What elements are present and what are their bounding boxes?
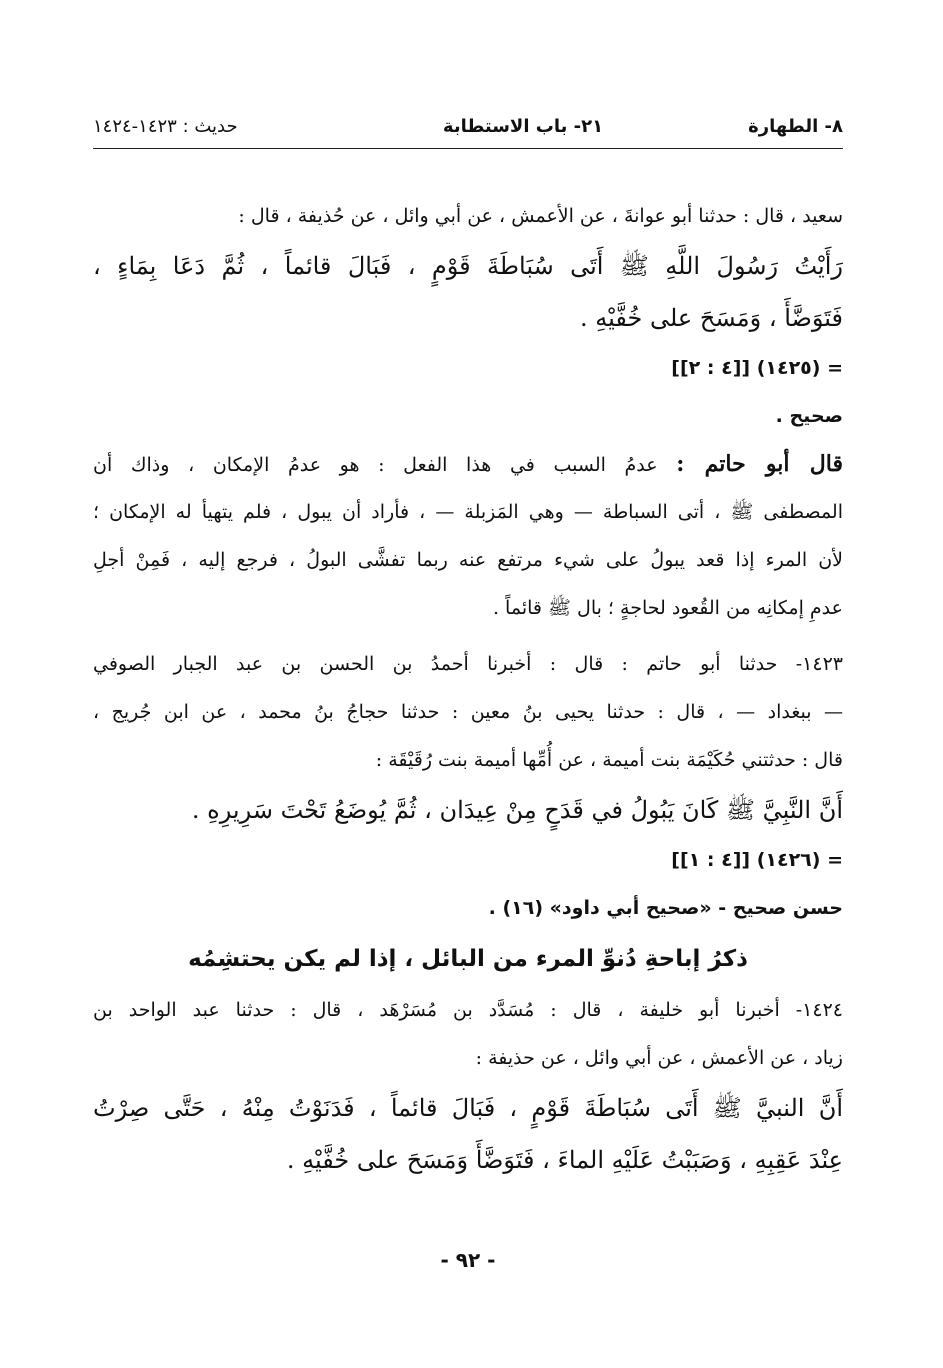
header-rule — [93, 148, 843, 149]
grading-label: حسن صحيح - «صحيح أبي داود» (١٦) . — [488, 897, 843, 919]
page-body — [93, 192, 843, 1186]
hadith-text-line: عِنْدَ عَقِبِهِ ، وَصَبَبْتُ عَلَيْهِ الماءَ ، فَتَوَضَّأَ وَمَسَحَ على خُفَّيْهِ . — [286, 1146, 843, 1174]
grading-label: صحيح . — [775, 405, 843, 427]
hadith-text-line: فَتَوَضَّأَ ، وَمَسَحَ على خُفَّيْهِ . — [579, 304, 843, 332]
commentary-line: لأن المرء إذا قعد يبولُ على شيء مرتفع عنه ربما تفشَّى البولُ ، فرجع إليه ، فَمِنْ أجلِ — [93, 549, 843, 571]
cross-reference: = (١٤٢٦) [[٤ : ١]] — [671, 849, 843, 871]
hadith-text-line: أَنَّ النَّبِيَّ ﷺ كَانَ يَبُولُ في قَدَحٍ مِنْ عِيدَان ، ثُمَّ يُوضَعُ تَحْتَ سَرِيرِهِ . — [191, 796, 843, 824]
commentary-line: المصطفى ﷺ ، أتى السباطة — وهي المَزبلة — ، فأراد أن يبول ، فلم يتهيأ له الإمكان ؛ — [93, 501, 843, 523]
hadith-range: حديث : ١٤٢٣-١٤٢٤ — [93, 115, 238, 137]
hadith-text-line: رَأَيْتُ رَسُولَ اللَّهِ ﷺ أَتَى سُبَاطَةَ قَوْمٍ ، فَبَالَ قائماً ، ثُمَّ دَعَا بِمَاءٍ ، — [93, 252, 843, 280]
commentary-text: عدمُ السبب في هذا الفعل : هو عدمُ الإمكان ، وذاك أن — [93, 454, 658, 476]
isnad-line: ١٤٢٣- حدثنا أبو حاتم : قال : أخبرنا أحمدُ بن الحسن بن عبد الجبار الصوفي — [93, 653, 843, 675]
book-page — [93, 0, 843, 1368]
isnad-line: — ببغداد — ، قال : حدثنا يحيى بنُ معين : حدثنا حجاجُ بنُ محمد ، عن ابن جُريج ، — [93, 701, 843, 723]
text-line-isnad-continuation: سعيد ، قال : حدثنا أبو عوانةَ ، عن الأعمش ، عن أبي وائل ، عن حُذيفة ، قال : — [238, 205, 843, 227]
running-header — [93, 108, 843, 144]
chapter-title: ٨- الطهارة — [748, 115, 843, 137]
commentary-lead: قال أبو حاتم : — [676, 451, 843, 477]
isnad-line: ١٤٢٤- أخبرنا أبو خليفة ، قال : مُسَدَّد بن مُسَرْهَد ، قال : حدثنا عبد الواحد بن — [93, 999, 843, 1021]
isnad-line: قال : حدثتني حُكَيْمَة بنت أميمة ، عن أُمِّها أميمة بنت رُقَيْقَة : — [375, 749, 843, 771]
page-number: - ٩٢ - — [440, 1248, 496, 1272]
cross-reference: = (١٤٢٥) [[٤ : ٢]] — [671, 357, 843, 379]
isnad-line: زياد ، عن الأعمش ، عن أبي وائل ، عن حذيفة : — [475, 1047, 843, 1069]
hadith-text-line: أَنَّ النبيَّ ﷺ أَتَى سُبَاطَةَ قَوْمٍ ، فَبَالَ قائماً ، فَدَنَوْتُ مِنْهُ ، حَتَّى صِرْتُ — [93, 1094, 843, 1122]
section-title: ٢١- باب الاستطابة — [442, 115, 604, 137]
commentary-line: عدمِ إمكانِه من القُعود لحاجةٍ ؛ بال ﷺ قائماً . — [492, 597, 843, 619]
commentary-line — [93, 440, 843, 488]
chapter-heading: ذكرُ إباحةِ دُنوِّ المرء من البائل ، إذا لم يكن يحتشِمُه — [188, 946, 748, 972]
